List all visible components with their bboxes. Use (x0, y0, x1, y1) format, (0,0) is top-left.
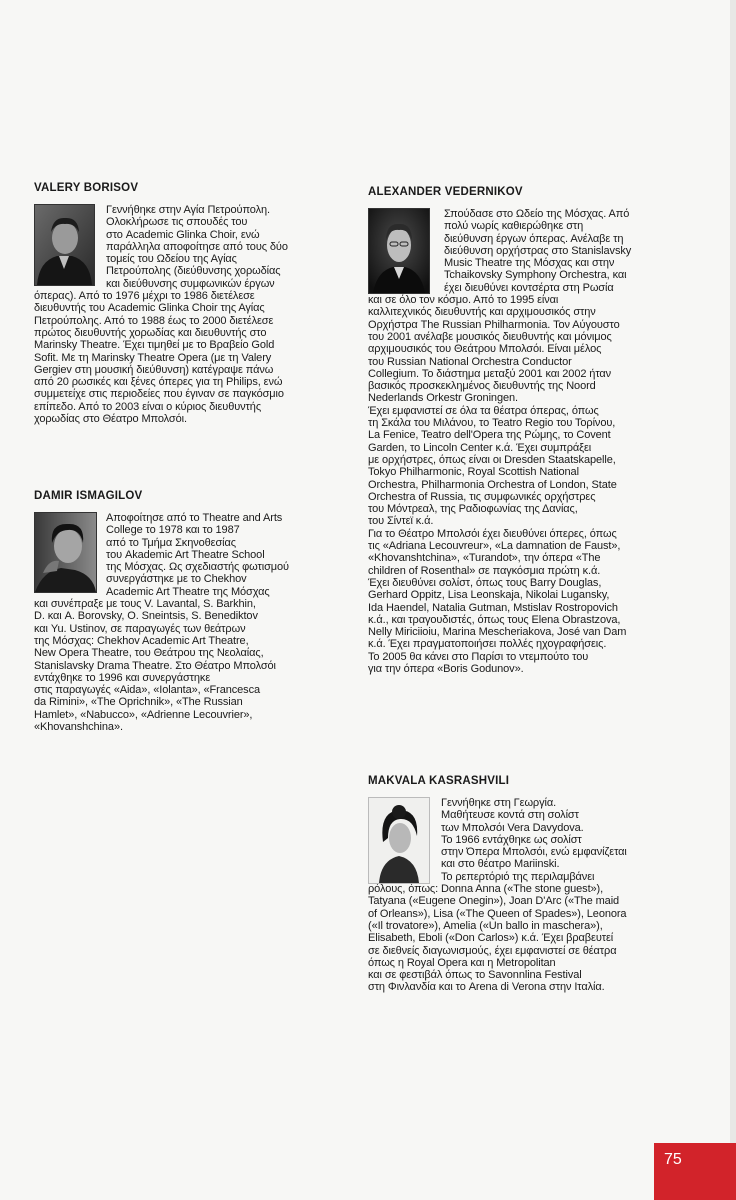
bio-line: του Σίντεϊ κ.ά. (368, 515, 434, 528)
bio-line: Πετρούπολης (διεύθυνσης χορωδίας (106, 265, 281, 278)
bio-line: Garden, το Lincoln Center κ.ά. Έχει συμπράξει (368, 441, 592, 454)
page-edge (730, 0, 736, 1200)
bio-line: Collegium. Το διάστημα μεταξύ 2001 και 2002 ήταν (368, 367, 612, 380)
bio-line: D. και A. Borovsky, O. Sneintsis, S. Benediktov (34, 610, 258, 623)
bio-line: Sofit. Με τη Marinsky Theatre Opera (με τη Valery (34, 351, 272, 364)
bio-line: των Μπολσόι Vera Davydova. (441, 821, 584, 834)
bio-line: τις «Adriana Lecouvreur», «La damnation de Faust», (368, 540, 621, 553)
bio-line: της Μόσχας. Ως σχεδιαστής φωτισμού (106, 561, 289, 574)
bio-line: και διεύθυνσης συμφωνικών έργων (106, 277, 275, 290)
bio-line: «Khovanshchina». (34, 721, 123, 734)
bio-line: παράλληλα αποφοίτησε από τους δύο (106, 240, 288, 253)
bio-line: Elisabeth, Eboli («Don Carlos») κ.ά. Έχει βραβευτεί (368, 932, 614, 945)
bio-line: τη Σκάλα του Μιλάνου, το Teatro Regio του Τορίνου, (368, 417, 616, 430)
bio-line: κ.ά., και τραγουδιστές, όπως τους Elena Obrastzova, (368, 613, 621, 626)
bio-line: Πετρούπολης. Από το 1988 έως το 2000 διετέλεσε (34, 314, 274, 327)
bio-line: διεύθυνση ορχήστρας στο Stanislavsky (444, 244, 632, 257)
bio-line: στην Όπερα Μπολσόι, ενώ εμφανίζεται (441, 846, 627, 859)
bio-line: και σε φεστιβάλ όπως το Savonnlina Festival (368, 969, 582, 982)
bio-line: έχει διευθύνει κοντσέρτα στη Ρωσία (444, 281, 614, 294)
bio-line: πρώτος διευθυντής χορωδίας και διευθυντής στο (34, 326, 267, 339)
bio-line: όπως η Royal Opera και η Metropolitan (368, 956, 556, 969)
bio-line: Το 1966 εντάχθηκε ως σολίστ (441, 833, 582, 846)
bio-line: βασικός προσκεκλημένος διευθυντής της Noord (368, 380, 596, 393)
bio-line: από 20 ρωσικές και ξένες όπερες για τη Philips, ενώ (34, 376, 283, 389)
bio-line: ρόλους, όπως: Donna Anna («The stone guest»), (368, 883, 604, 896)
bio-line: και συνέπραξε με τους V. Lavantal, S. Barkhin, (34, 598, 256, 611)
bio-line: από το Τμήμα Σκηνοθεσίας (106, 536, 236, 549)
bio-text (34, 204, 344, 425)
bio-line: Nelly Miriciioiu, Marina Mescheriakova, José van Dam (368, 626, 627, 639)
bio-line: Ολοκλήρωσε τις σπουδές του (106, 216, 248, 229)
bio-line: σε διεθνείς διαγωνισμούς, έχει εμφανιστεί σε θέατρα (368, 944, 617, 957)
bio-name: VALERY BORISOV (34, 182, 139, 194)
bio-line: χορωδίας στο Θέατρο Μπολσόι. (34, 413, 187, 426)
bio-line: κ.ά. Έχει πραγματοποιήσει πολλές ηχογραφήσεις. (368, 638, 607, 651)
bio-line: Hamlet», «Nabucco», «Adrienne Lecouvrier», (34, 708, 253, 721)
bio-line: Αποφοίτησε από το Theatre and Arts (106, 512, 283, 524)
bio-line: όπερας). Από το 1976 μέχρι το 1986 διετέλεσε (34, 290, 255, 303)
bio-line: και Yu. Ustinov, σε παραγωγές των θεάτρων (34, 622, 246, 635)
bio-text (34, 512, 344, 733)
bio-line: Marinsky Theatre. Έχει τιμηθεί με το Βραβείο Gold (34, 339, 275, 352)
bio-line: του Russian National Orchestra Conductor (368, 355, 572, 368)
bio-line: Γεννήθηκε στην Αγία Πετρούπολη. (106, 204, 270, 216)
bio-line: Μαθήτευσε κοντά στη σολίστ (441, 809, 579, 822)
bio-line: διευθυντής του Academic Glinka Choir της Αγίας (34, 302, 265, 315)
bio-line: («Il trovatore»), Amelia («Un ballo in maschera»), (368, 919, 603, 932)
bio-line: Έχει διευθύνει σολίστ, όπως τους Barry Douglas, (368, 576, 602, 589)
portrait-photo (368, 797, 430, 884)
bio-line: da Rimini», «The Oprichnik», «The Russian (34, 696, 243, 709)
bio-name: DAMIR ISMAGILOV (34, 490, 143, 502)
bio-line: Για το Θέατρο Μπολσόι έχει διευθύνει όπερες, όπως (368, 527, 617, 540)
page-number-box (654, 1143, 736, 1200)
bio-line: συνεργάστηκε με το Chekhov (106, 573, 247, 586)
bio-line: Γεννήθηκε στη Γεωργία. (441, 797, 557, 809)
portrait-photo (34, 204, 95, 286)
bio-line: τομείς του Ωδείου της Αγίας (106, 253, 237, 266)
bio-line: New Opera Theatre, του Θεάτρου της Νεολαίας, (34, 647, 264, 660)
bio-line: πολύ νωρίς καθιερώθηκε στη (444, 220, 584, 233)
bio-line: Tchaikovsky Symphony Orchestra, και (444, 269, 627, 282)
bio-line: Gerhard Oppitz, Lisa Leonskaja, Nikolai Lugansky, (368, 589, 610, 602)
bio-text (368, 208, 668, 675)
bio-name: ALEXANDER VEDERNIKOV (368, 186, 523, 198)
bio-line: children of Rosenthal» σε παγκόσμια πρώτη κ.ά. (368, 564, 601, 577)
bio-line: στη Φινλανδία και το Arena di Verona στην Ιταλία. (368, 981, 605, 994)
bio-damir-ismagilov (34, 489, 344, 733)
portrait-photo (368, 208, 430, 294)
bio-line: College το 1978 και το 1987 (106, 524, 240, 537)
bio-valery-borisov (34, 181, 344, 425)
bio-line: αρχιμουσικός του Θεάτρου Μπολσόι. Είναι μέλος (368, 343, 602, 356)
bio-line: La Fenice, Teatro dell'Opera της Ρώμης, το Covent (368, 429, 611, 442)
bio-text (368, 797, 668, 994)
bio-line: επίπεδο. Από το 2003 είναι ο κύριος διευθυντής (34, 400, 262, 413)
bio-line: με ορχήστρες, όπως είναι οι Dresden Staatskapelle, (368, 453, 616, 466)
bio-line: Academic Art Theatre της Μόσχας (106, 585, 270, 598)
bio-line: Tokyo Philharmonic, Royal Scottish National (368, 466, 579, 479)
bio-line: διεύθυνση έργων όπερας. Ανέλαβε τη (444, 232, 624, 245)
bio-line: of Orleans»), Lisa («The Queen of Spades»), Leonora (368, 907, 627, 920)
bio-makvala-kasrashvili (368, 774, 668, 994)
bio-line: στο Academic Glinka Choir, ενώ (106, 228, 260, 241)
bio-line: συμμετείχε στις περιοδείες που έγιναν σε παγκόσμιο (34, 388, 284, 401)
bio-line: του Akademic Art Theatre School (106, 548, 265, 561)
portrait-photo (34, 512, 97, 593)
bio-line: Music Theatre της Μόσχας και στην (444, 257, 615, 270)
bio-line: Το 2005 θα κάνει στο Παρίσι το ντεμπούτο του (368, 650, 589, 663)
page-number: 75 (664, 1151, 682, 1168)
bio-line: Orchestra of Russia, τις συμφωνικές ορχήστρες (368, 490, 596, 503)
bio-line: «Khovanshtchina», «Turandot», την όπερα «The (368, 552, 601, 565)
bio-line: Το ρεπερτόριό της περιλαμβάνει (441, 870, 595, 883)
bio-line: Ορχήστρα The Russian Philharmonia. Τον Αύγουστο (368, 318, 620, 331)
bio-line: Nederlands Orkestr Groningen. (368, 392, 518, 405)
bio-line: του Μόντρεαλ, της Ραδιοφωνίας της Δανίας, (368, 503, 578, 516)
bio-line: Orchestra, Philharmonia Orchestra of London, State (368, 478, 617, 491)
bio-line: Stanislavsky Drama Theatre. Στο Θέατρο Μπολσόι (34, 659, 276, 672)
bio-line: της Μόσχας: Chekhov Academic Art Theatre, (34, 634, 249, 647)
bio-line: Tatyana («Eugene Onegin»), Joan D'Arc («The maid (368, 895, 620, 908)
bio-line: Gergiev στη μουσική διεύθυνση) κατέγραψε πάνω (34, 363, 274, 376)
bio-line: εντάχθηκε το 1996 και συνεργάστηκε (34, 671, 211, 684)
bio-line: Έχει εμφανιστεί σε όλα τα θέατρα όπερας, όπως (368, 404, 599, 417)
bio-alexander-vedernikov (368, 185, 668, 675)
bio-line: Σπούδασε στο Ωδείο της Μόσχας. Από (444, 208, 630, 220)
bio-line: και στο θέατρο Mariinski. (441, 858, 560, 871)
bio-line: Ida Haendel, Natalia Gutman, Mstislav Rostropovich (368, 601, 618, 614)
bio-line: στις παραγωγές «Aida», «Iolanta», «Francesca (34, 684, 261, 697)
bio-line: για την όπερα «Boris Godunov». (368, 662, 524, 675)
bio-line: καλλιτεχνικός διευθυντής και αρχιμουσικός στην (368, 306, 596, 319)
bio-name: MAKVALA KASRASHVILI (368, 775, 510, 787)
bio-line: του 2001 ανέλαβε μουσικός διευθυντής και μόνιμος (368, 330, 612, 343)
bio-line: και σε όλο τον κόσμο. Από το 1995 είναι (368, 294, 559, 307)
